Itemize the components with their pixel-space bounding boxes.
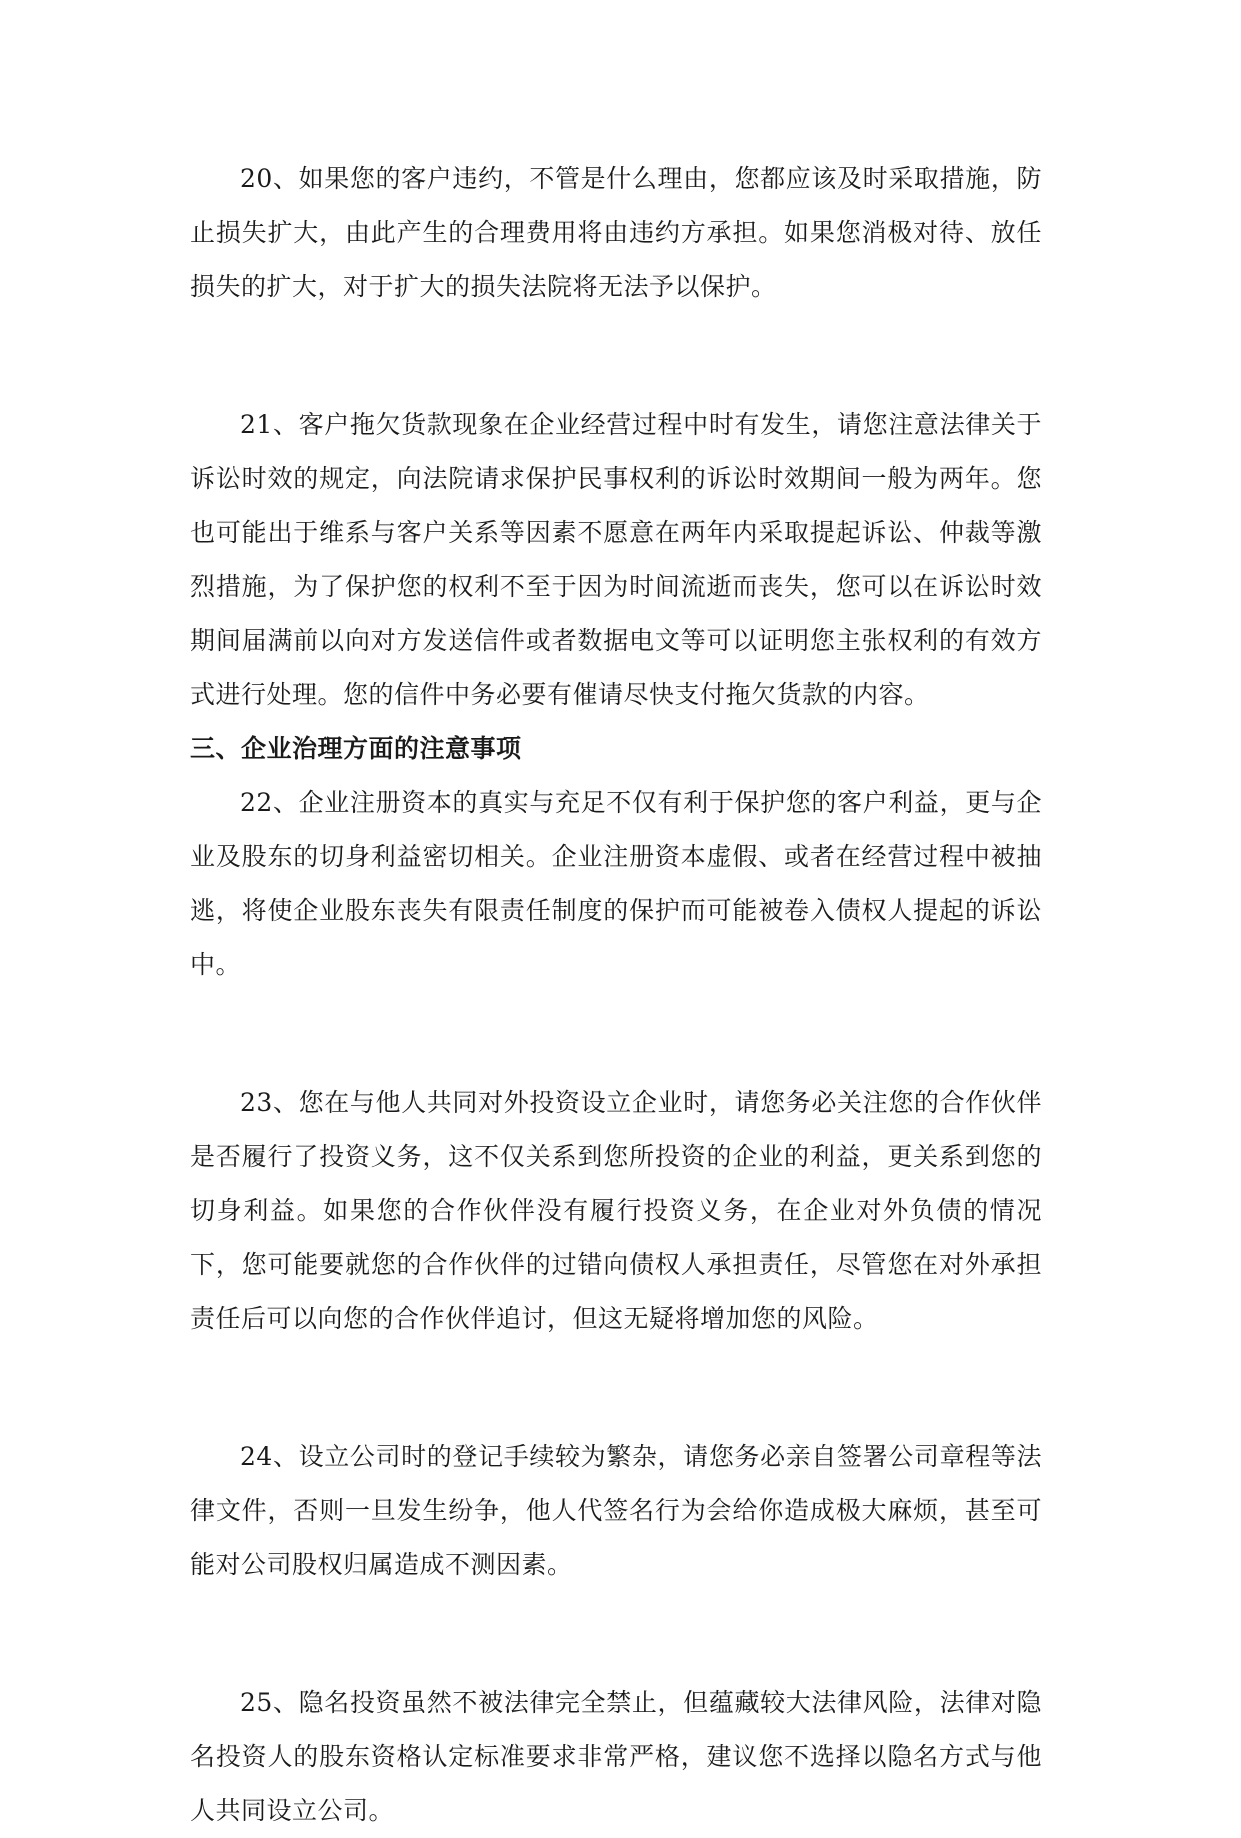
paragraph-22: 22、企业注册资本的真实与充足不仅有利于保护您的客户利益，更与企业及股东的切身利益密切相关。企业注册资本虚假、或者在经营过程中被抽逃，将使企业股东丧失有限责任制度的保护而可能被卷入债权人提起的诉讼中。 bbox=[190, 788, 1042, 979]
paragraph-24: 24、设立公司时的登记手续较为繁杂，请您务必亲自签署公司章程等法律文件，否则一旦发生纷争，他人代签名行为会给你造成极大麻烦，甚至可能对公司股权归属造成不测因素。 bbox=[190, 1442, 1042, 1579]
document-page bbox=[190, 152, 1042, 1838]
paragraph-21: 21、客户拖欠货款现象在企业经营过程中时有发生，请您注意法律关于诉讼时效的规定，向法院请求保护民事权利的诉讼时效期间一般为两年。您也可能出于维系与客户关系等因素不愿意在两年内采取提起诉讼、仲裁等激烈措施，为了保护您的权利不至于因为时间流逝而丧失，您可以在诉讼时效期间届满前以向对方发送信件或者数据电文等可以证明您主张权利的有效方式进行处理。您的信件中务必要有催请尽快支付拖欠货款的内容。 bbox=[190, 410, 1042, 709]
paragraph-25: 25、隐名投资虽然不被法律完全禁止，但蕴藏较大法律风险，法律对隐名投资人的股东资格认定标准要求非常严格，建议您不选择以隐名方式与他人共同设立公司。 bbox=[190, 1688, 1042, 1825]
paragraph-23: 23、您在与他人共同对外投资设立企业时，请您务必关注您的合作伙伴是否履行了投资义务，这不仅关系到您所投资的企业的利益，更关系到您的切身利益。如果您的合作伙伴没有履行投资义务，在企业对外负债的情况下，您可能要就您的合作伙伴的过错向债权人承担责任，尽管您在对外承担责任后可以向您的合作伙伴追讨，但这无疑将增加您的风险。 bbox=[190, 1088, 1042, 1333]
section-heading: 三、企业治理方面的注意事项 bbox=[190, 734, 522, 763]
paragraph-20: 20、如果您的客户违约，不管是什么理由，您都应该及时采取措施，防止损失扩大，由此产生的合理费用将由违约方承担。如果您消极对待、放任损失的扩大，对于扩大的损失法院将无法予以保护。 bbox=[190, 164, 1042, 301]
